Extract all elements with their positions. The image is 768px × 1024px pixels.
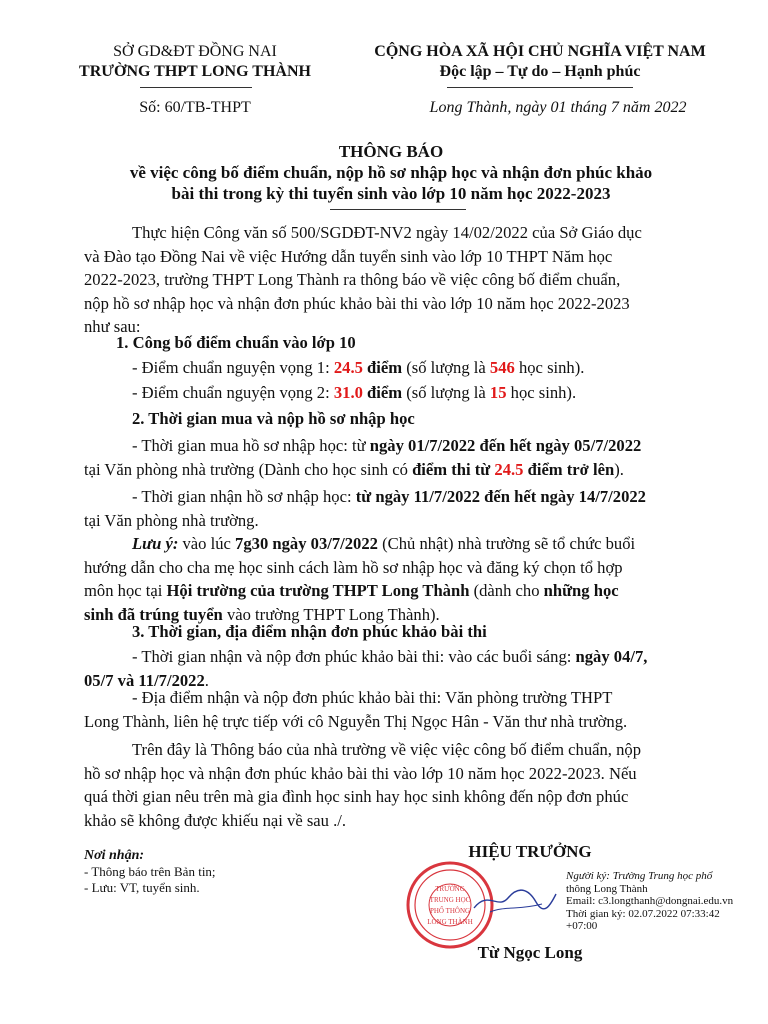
note-text: (Chủ nhật) nhà trường sẽ tổ chức buổi [377, 534, 636, 553]
note-text: vào trường THPT Long Thành). [222, 604, 440, 624]
purchase-period [84, 434, 698, 481]
submission-range: từ ngày 11/7/2022 đến hết ngày 14/7/2022 [355, 487, 646, 506]
intro-line: và Đào tạo Đồng Nai về việc Hướng dẫn tuyển sinh vào lớp 10 THPT Năm học [84, 246, 613, 266]
section-2-heading: 2. Thời gian mua và nộp hồ sơ nhập học [132, 409, 415, 428]
closing-line: khảo sẽ không được khiếu nại về sau ./. [84, 810, 347, 830]
submission-label: - Thời gian nhận hồ sơ nhập học: [132, 487, 356, 506]
digital-signature-time: Thời gian ký: 02.07.2022 07:33:42 [566, 907, 720, 920]
digital-signature-line: thông Long Thành [566, 882, 648, 895]
note-text: (dành cho [469, 581, 544, 600]
appeal-place-line2: Long Thành, liên hệ trực tiếp với cô Nguyễn Thị Ngọc Hân - Văn thư nhà trường. [84, 711, 628, 731]
recipients-block [84, 848, 314, 896]
orientation-note [84, 532, 698, 626]
note-line1 [84, 532, 698, 556]
seal-text: TRUNG HỌC [429, 896, 471, 904]
section-3-heading: 3. Thời gian, địa điểm nhận đơn phúc khảo bài thi [132, 622, 487, 641]
notice-subtitle-line1: về việc công bố điểm chuẩn, nộp hồ sơ nhập học và nhận đơn phúc khảo [129, 163, 653, 182]
recipients-label: Nơi nhận: [84, 848, 145, 863]
seal-text: TRƯỜNG [435, 885, 465, 893]
notice-title-main: THÔNG BÁO [338, 142, 444, 161]
digital-signature-email: Email: c3.longthanh@dongnai.edu.vn [566, 895, 734, 907]
note-text: vào lúc [178, 534, 236, 553]
note-text: môn học tại [84, 581, 167, 600]
intro-line: Thực hiện Công văn số 500/SGDĐT-NV2 ngày 14/02/2022 của Sở Giáo dục [132, 223, 642, 242]
cutoff-nv2 [132, 381, 698, 405]
cutoff-nv2-unit: điểm [362, 383, 403, 402]
appeal-time-label: - Thời gian nhận và nộp đơn phúc khảo bài thi: vào các buổi sáng: [132, 647, 576, 666]
cutoff-nv2-mid: (số lượng là [402, 383, 490, 402]
submission-location: tại Văn phòng nhà trường. [84, 510, 259, 530]
note-line2: hướng dẫn cho cha mẹ học sinh cách làm hồ sơ nhập học và đăng ký chọn tổ hợp [84, 557, 623, 577]
appeal-place-line1: - Địa điểm nhận và nộp đơn phúc khảo bài thi: Văn phòng trường THPT [132, 688, 613, 707]
purchase-range: ngày 01/7/2022 đến hết ngày 05/7/2022 [369, 436, 642, 455]
seal-text: LONG THÀNH [427, 918, 473, 926]
header-left-rule [140, 87, 252, 88]
closing-paragraph [84, 738, 698, 832]
digital-signature-timezone: +07:00 [566, 920, 598, 932]
signer-title: HIỆU TRƯỞNG [468, 842, 592, 861]
document-number: Số: 60/TB-THPT [139, 99, 251, 116]
note-time: 7g30 ngày 03/7/2022 [235, 534, 378, 553]
purchase-condition: điểm thi từ [412, 459, 495, 479]
recipient-item: - Lưu: VT, tuyển sinh. [84, 880, 200, 895]
purchase-min-score: 24.5 [494, 459, 524, 479]
section-1-heading: 1. Công bố điểm chuẩn vào lớp 10 [116, 333, 356, 352]
intro-line: 2022-2023, trường THPT Long Thành ra thông báo về việc công bố điểm chuẩn, [84, 270, 621, 289]
signature-scribble-icon [470, 880, 560, 920]
submission-line1 [84, 485, 698, 509]
submission-period [84, 485, 698, 532]
intro-line: nộp hồ sơ nhập học và nhận đơn phúc khảo bài thi vào lớp 10 năm học 2022-2023 [84, 293, 630, 313]
header-right-rule [447, 87, 633, 88]
cutoff-nv1 [132, 356, 698, 380]
seal-text: PHỔ THÔNG [429, 907, 471, 915]
recipient-item: - Thông báo trên Bản tin; [84, 864, 216, 879]
purchase-line2 [84, 458, 698, 482]
appeal-dates: ngày 04/7, [575, 647, 648, 666]
school-name: TRƯỜNG THPT LONG THÀNH [79, 63, 311, 80]
appeal-time [84, 645, 698, 692]
note-audience: sinh đã trúng tuyển [84, 604, 223, 624]
appeal-place [84, 686, 698, 733]
purchase-line1 [84, 434, 698, 458]
note-label: Lưu ý: [132, 534, 179, 553]
title-rule [330, 209, 466, 210]
digital-signature-block [566, 870, 762, 933]
cutoff-nv1-suffix: học sinh). [514, 358, 585, 377]
digital-signature-line: Người ký: Trường Trung học phổ [566, 870, 713, 882]
note-place: Hội trường của trường THPT Long Thành [166, 581, 470, 600]
cutoff-nv1-unit: điểm [362, 358, 403, 377]
issuer-block [70, 42, 320, 82]
intro-paragraph [84, 221, 698, 339]
national-heading [330, 42, 750, 82]
department-name: SỞ GD&ĐT ĐỒNG NAI [113, 43, 277, 60]
cutoff-nv2-suffix: học sinh). [506, 383, 577, 402]
notice-subtitle-line2: bài thi trong kỳ thi tuyển sinh vào lớp 10 năm học 2022-2023 [171, 184, 611, 203]
cutoff-nv2-count: 15 [489, 383, 507, 402]
purchase-label: - Thời gian mua hồ sơ nhập học: từ [132, 436, 370, 455]
appeal-dates: 05/7 và 11/7/2022 [84, 670, 205, 690]
note-audience: những học [543, 581, 619, 600]
national-motto: Độc lập – Tự do – Hạnh phúc [439, 63, 641, 80]
signer-name: Từ Ngọc Long [477, 943, 583, 962]
closing-line: hồ sơ nhập học và nhận đơn phúc khảo bài thi vào lớp 10 năm học 2022-2023. Nếu [84, 763, 637, 783]
appeal-time-end: . [204, 670, 209, 690]
purchase-suffix: ). [614, 459, 624, 479]
cutoff-nv1-label: - Điểm chuẩn nguyện vọng 1: [132, 358, 334, 377]
intro-line: như sau: [84, 317, 141, 336]
purchase-condition-end: điểm trở lên [523, 459, 615, 479]
note-line3 [84, 579, 698, 603]
closing-line: quá thời gian nêu trên mà gia đình học sinh hay học sinh không đến nộp đơn phúc [84, 787, 629, 806]
cutoff-nv1-mid: (số lượng là [402, 358, 490, 377]
cutoff-nv1-count: 546 [489, 358, 515, 377]
purchase-location: tại Văn phòng nhà trường (Dành cho học sinh có [84, 459, 413, 479]
national-title: CỘNG HÒA XÃ HỘI CHỦ NGHĨA VIỆT NAM [374, 43, 706, 60]
notice-title [84, 141, 698, 204]
cutoff-nv1-score: 24.5 [333, 358, 363, 377]
place-date: Long Thành, ngày 01 tháng 7 năm 2022 [429, 99, 687, 116]
closing-line: Trên đây là Thông báo của nhà trường về việc việc công bố điểm chuẩn, nộp [132, 740, 641, 759]
cutoff-nv2-label: - Điểm chuẩn nguyện vọng 2: [132, 383, 334, 402]
appeal-time-line1 [84, 645, 698, 669]
cutoff-nv2-score: 31.0 [333, 383, 363, 402]
